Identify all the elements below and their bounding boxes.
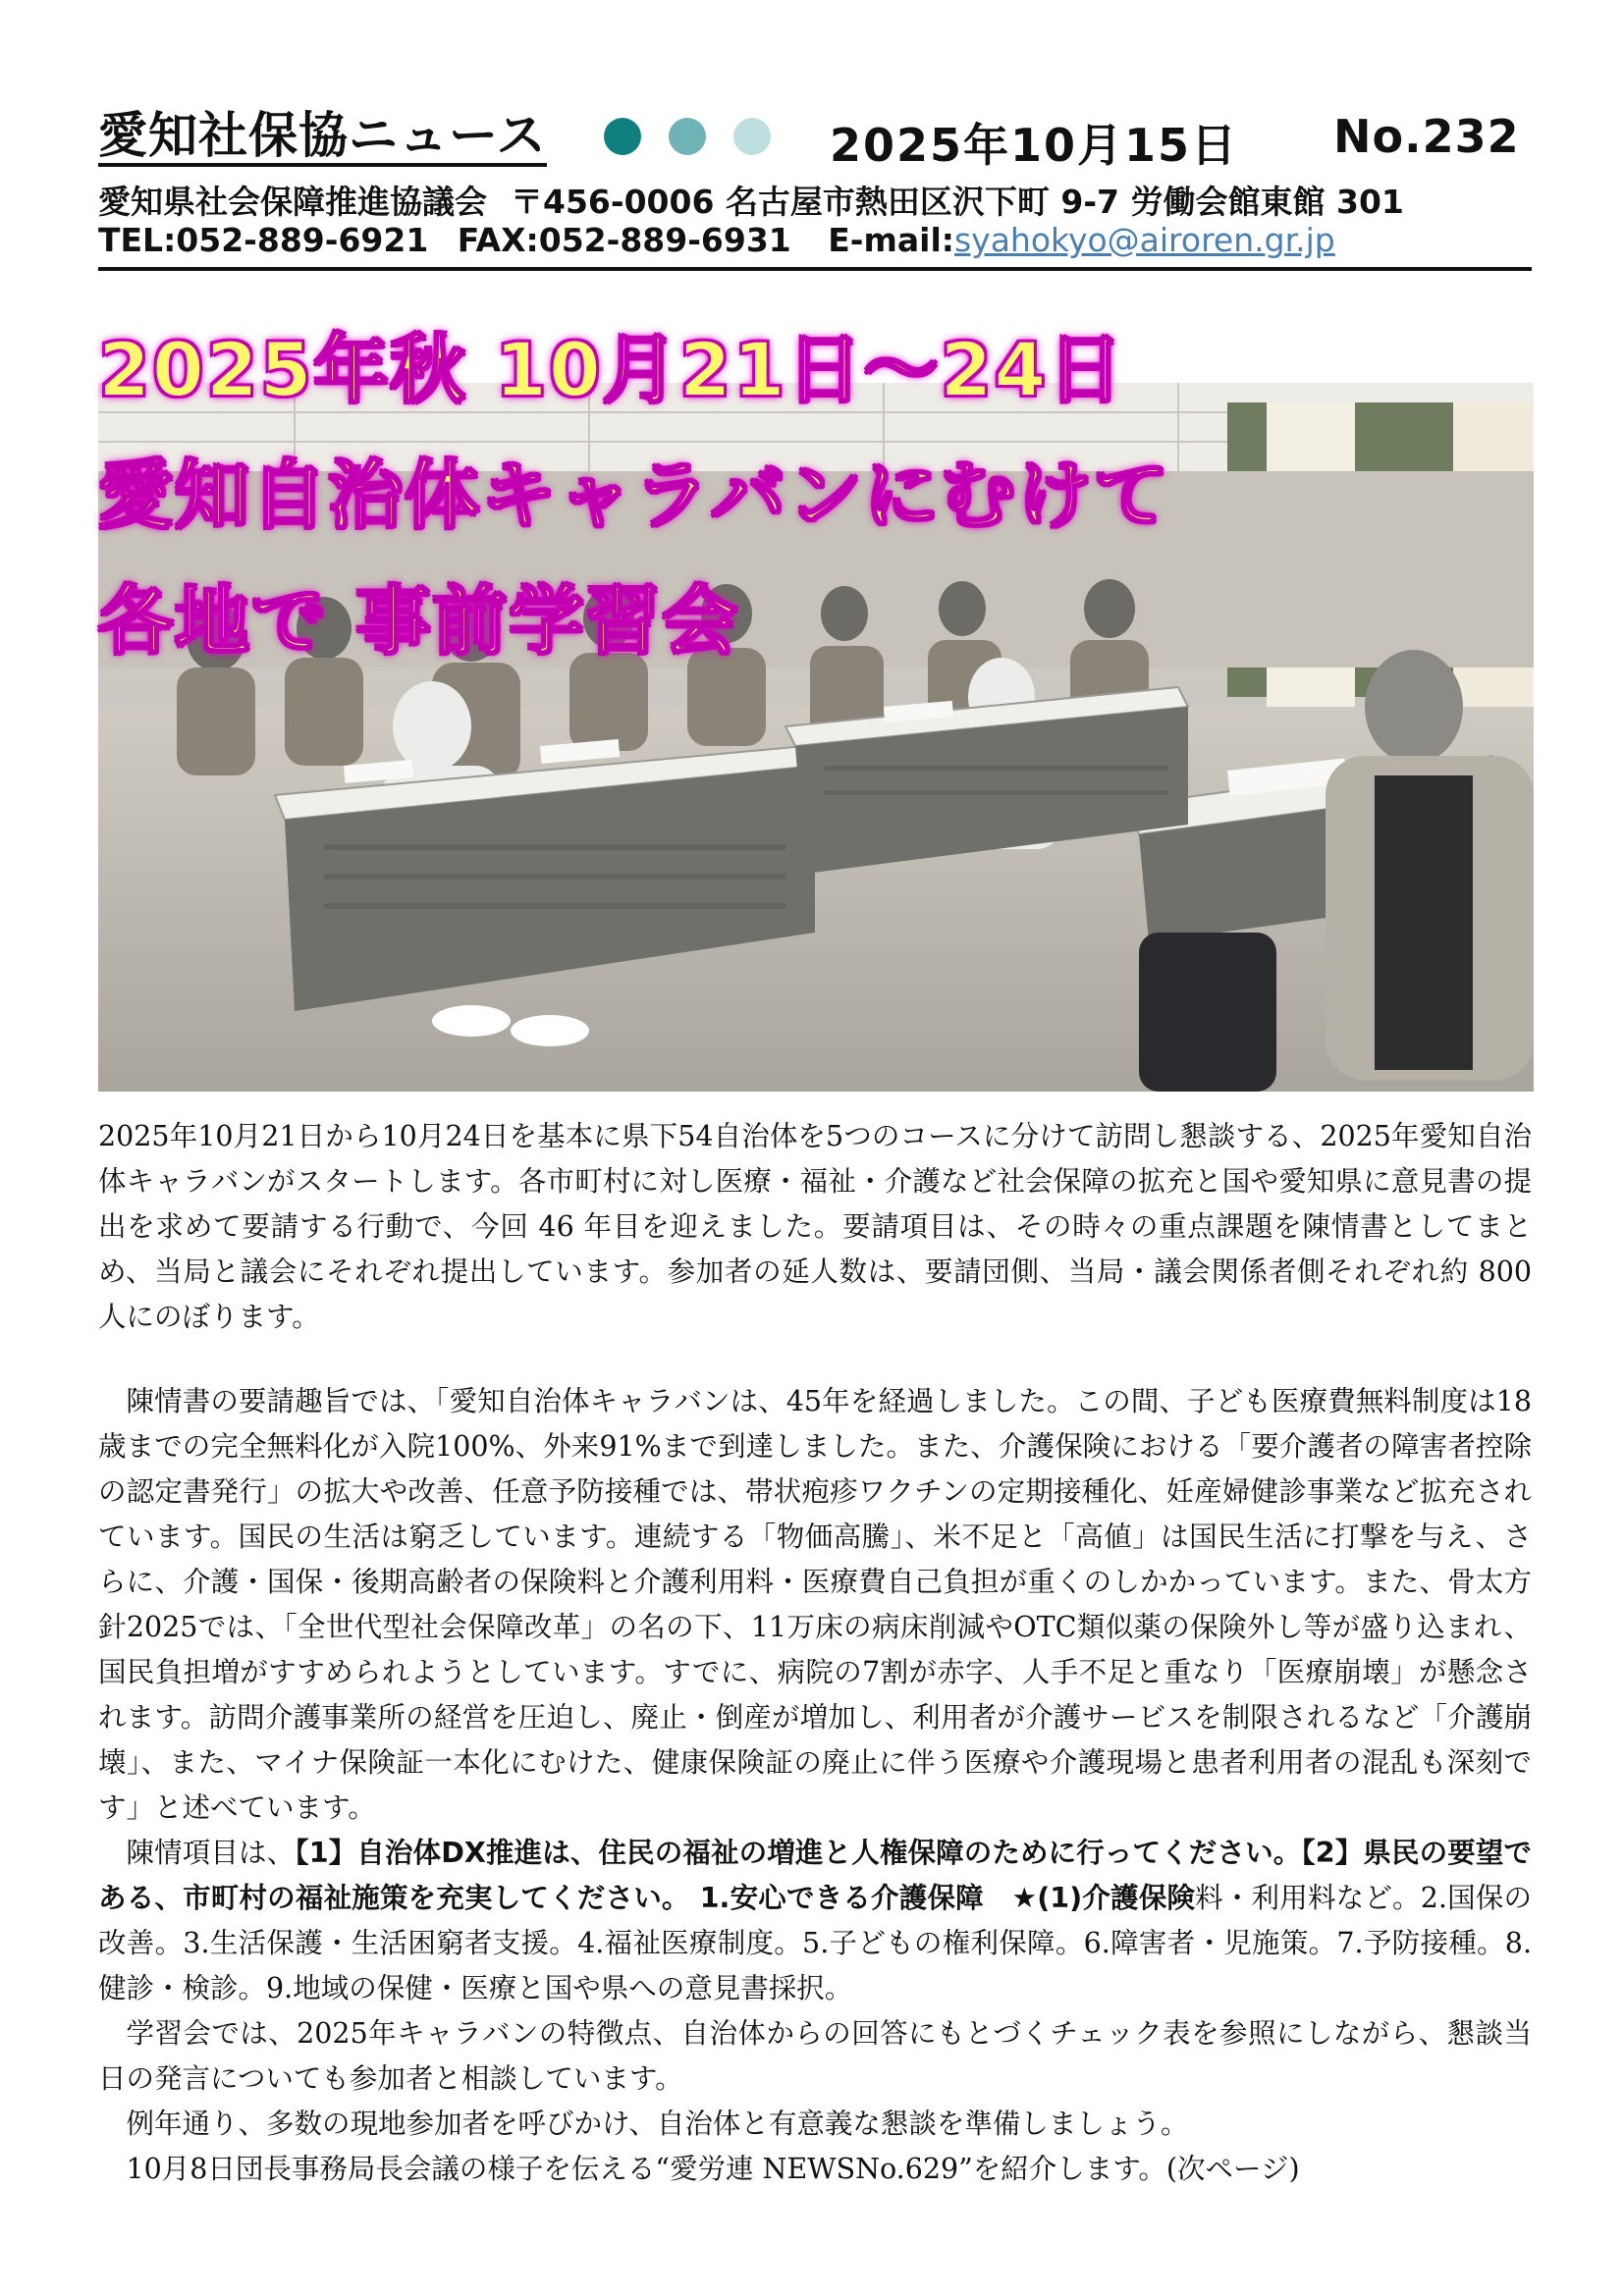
headline-line-3: 各地で 事前学習会 [98,577,739,665]
headline [98,324,1551,667]
article-paragraph-4: 学習会では、2025年キャラバンの特徴点、自治体からの回答にもとづくチェック表を参照にしながら、懇談当日の発言についても参加者と相談しています。 [98,2017,1532,2095]
masthead [98,107,1532,172]
paragraph-gap [98,1340,1532,1379]
dot-dark [604,118,641,155]
article-paragraph-1: 2025年10月21日から10月24日を基本に県下54自治体を5つのコースに分けて訪問し懇談する、2025年愛知自治体キャラバンがスタートします。各市町村に対し医療・福祉・介護など社会保障の拡充と国や愛知県に意見書の提出を求めて要請する行動で、今回 46 年目を迎えました。要請項目は、その時々の重点課題を陳情書としてまとめ、当局と議会にそれぞれ提出しています。参加者の延人数は、要請団側、当局・議会関係者側それぞれ約 800 人にのぼります。 [98,1120,1532,1333]
article-paragraph-2: 陳情書の要請趣旨では、「愛知自治体キャラバンは、45年を経過しました。この間、子ども医療費無料制度は18歳までの完全無料化が入院100%、外来91%まで到達しました。また、介護保険における「要介護者の障害者控除の認定書発行」の拡大や改善、任意予防接種では、帯状疱疹ワクチンの定期接種化、妊産婦健診事業など拡充されています。国民の生活は窮乏しています。連続する「物価高騰」、米不足と「高値」は国民生活に打撃を与え、さらに、介護・国保・後期高齢者の保険料と介護利用料・医療費自己負担が重くのしかかっています。また、骨太方針2025では、「全世代型社会保障改革」の名の下、11万床の病床削減やOTC類似薬の保険外し等が盛り込まれ、国民負担増がすすめられようとしています。すでに、病院の7割が赤字、人手不足と重なり「医療崩壊」が懸念されます。訪問介護事業所の経営を圧迫し、廃止・倒産が増加し、利用者が介護サービスを制限されるなど「介護崩壊」、また、マイナ保険証一本化にむけた、健康保険証の廃止に伴う医療や介護現場と患者利用者の混乱も深刻です」と述べています。 [98,1385,1532,1824]
newsletter-title: 愛知社保協ニュース [98,108,547,167]
article-body [98,1114,1532,2192]
petition-items-lead: 陳情項目は、 [126,1837,296,1869]
issue-number: No.232 [1333,110,1520,163]
contact-line [98,221,1335,259]
organization-line [98,177,1404,223]
dot-light [733,118,771,155]
telephone: TEL:052-889-6921 [98,221,429,259]
issue-date: 2025年10月15日 [830,119,1239,172]
article-paragraph-3 [98,1831,1532,2011]
organization-address: 〒456-0006 名古屋市熱田区沢下町 9-7 労働会館東館 301 [511,183,1404,221]
dot-medium [669,118,706,155]
fax: FAX:052-889-6931 [457,221,791,259]
header-rule [98,267,1532,271]
decorative-dots [604,118,771,155]
organization-name: 愛知県社会保障推進協議会 [98,183,487,221]
petition-items-bold: 【1】自治体DX推進は、住民の福祉の増進と人権保障のために行ってください。【2】県民の要望である、市町村の福祉施策を充実してください。 1.安心できる介護保障 ★(1)介護保険 [98,1837,1532,1914]
article-paragraph-5: 例年通り、多数の現地参加者を呼びかけ、自治体と有意義な懇談を準備しましょう。 [126,2108,1189,2140]
article-paragraph-6: 10月8日団長事務局長会議の様子を伝える“愛労連 NEWSNo.629”を紹介します。(次ページ) [126,2153,1300,2185]
email-label: E-mail: [828,221,954,259]
headline-line-2: 愛知自治体キャラバンにむけて [98,452,1170,539]
headline-line-1: 2025年秋 10月21日～24日 [98,326,1125,413]
petition-items-rest: 料・利用料など。2.国保の改善。3.生活保護・生活困窮者支援。4.福祉医療制度。5.子どもの権利保障。6.障害者・児施策。7.予防接種。8.健診・検診。9.地域の保健・医療と国や県への意見書採択。 [98,1882,1533,2004]
email-link[interactable]: syahokyo@airoren.gr.jp [953,221,1335,259]
